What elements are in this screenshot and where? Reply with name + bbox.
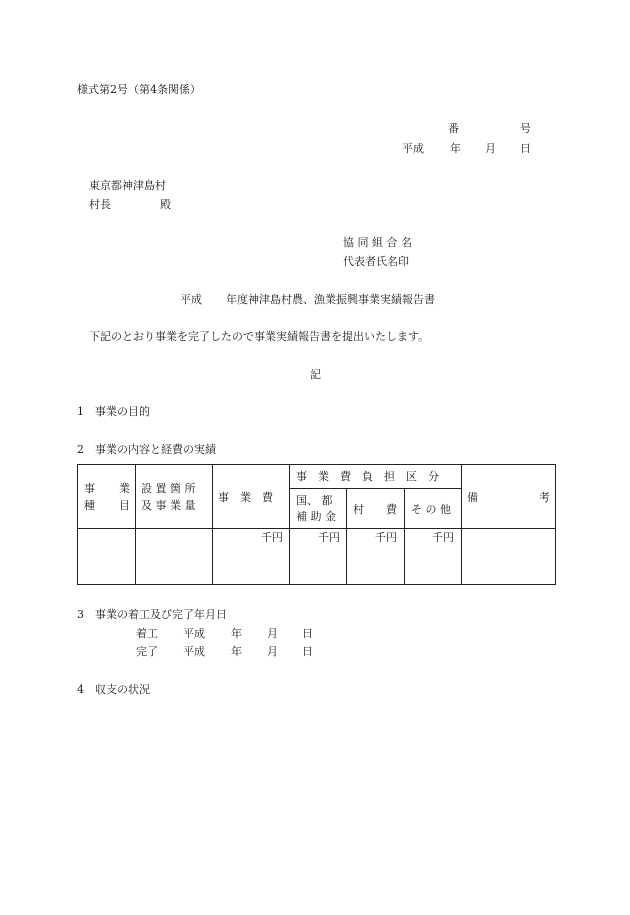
header-type-3: 種 xyxy=(84,499,95,512)
section-3-num: 3 xyxy=(77,608,84,621)
page-title: 年度神津島村農、漁業振興事業実績報告書 xyxy=(226,293,435,306)
section-2-num: 2 xyxy=(77,443,84,456)
header-national-2: 補 助 金 xyxy=(296,510,336,523)
end-day: 日 xyxy=(302,645,313,658)
section-3-text: 事業の着工及び完了年月日 xyxy=(95,608,227,621)
header-type-4: 目 xyxy=(119,499,130,512)
expense-table xyxy=(77,464,556,585)
start-month: 月 xyxy=(267,627,278,640)
header-type-1: 事 xyxy=(84,482,95,495)
addressee-line2: 村長 xyxy=(89,198,111,211)
section-2-text: 事業の内容と経費の実績 xyxy=(95,443,216,456)
body-text: 下記のとおり事業を完了したので事業実績報告書を提出いたします。 xyxy=(89,330,430,343)
header-remarks-2: 考 xyxy=(539,491,550,504)
end-era: 平成 xyxy=(183,645,205,658)
date-year: 年 xyxy=(450,142,461,155)
header-national-1: 国、 都 xyxy=(296,494,333,507)
start-year: 年 xyxy=(231,627,242,640)
date-day: 日 xyxy=(520,142,531,155)
end-label: 完了 xyxy=(136,645,158,658)
end-month: 月 xyxy=(267,645,278,658)
header-type-2: 業 xyxy=(119,482,130,495)
addressee-line1: 東京都神津島村 xyxy=(89,179,166,192)
end-year: 年 xyxy=(231,645,242,658)
addressee-honorific: 殿 xyxy=(160,198,171,211)
unit-national: 千円 xyxy=(318,531,340,544)
start-day: 日 xyxy=(302,627,313,640)
number-suffix: 号 xyxy=(520,122,531,135)
section-4-num: 4 xyxy=(77,683,84,696)
section-1-num: 1 xyxy=(77,405,84,418)
section-1-text: 事業の目的 xyxy=(95,405,150,418)
date-month: 月 xyxy=(485,142,496,155)
ki-mark: 記 xyxy=(310,368,321,381)
form-id: 様式第2号（第4条関係） xyxy=(77,83,201,96)
unit-cost: 千円 xyxy=(261,531,283,544)
number-label: 番 xyxy=(448,122,459,135)
start-label: 着工 xyxy=(136,627,158,640)
unit-other: 千円 xyxy=(432,531,454,544)
section-4-text: 収支の状況 xyxy=(95,683,150,696)
header-location-2: 及 事 業 量 xyxy=(141,499,196,512)
header-village: 村 費 xyxy=(353,503,397,516)
header-location-1: 設 置 箇 所 xyxy=(141,482,196,495)
sender-rep: 代表者氏名印 xyxy=(343,255,409,268)
header-burden: 事 業 費 負 担 区 分 xyxy=(296,470,439,483)
date-era: 平成 xyxy=(402,142,424,155)
header-remarks-1: 備 xyxy=(467,491,478,504)
sender-org: 協 同 組 合 名 xyxy=(343,236,412,249)
unit-village: 千円 xyxy=(375,531,397,544)
start-era: 平成 xyxy=(183,627,205,640)
title-era: 平成 xyxy=(180,293,202,306)
header-other: そ の 他 xyxy=(411,503,451,516)
header-cost: 事 業 費 xyxy=(218,491,273,504)
